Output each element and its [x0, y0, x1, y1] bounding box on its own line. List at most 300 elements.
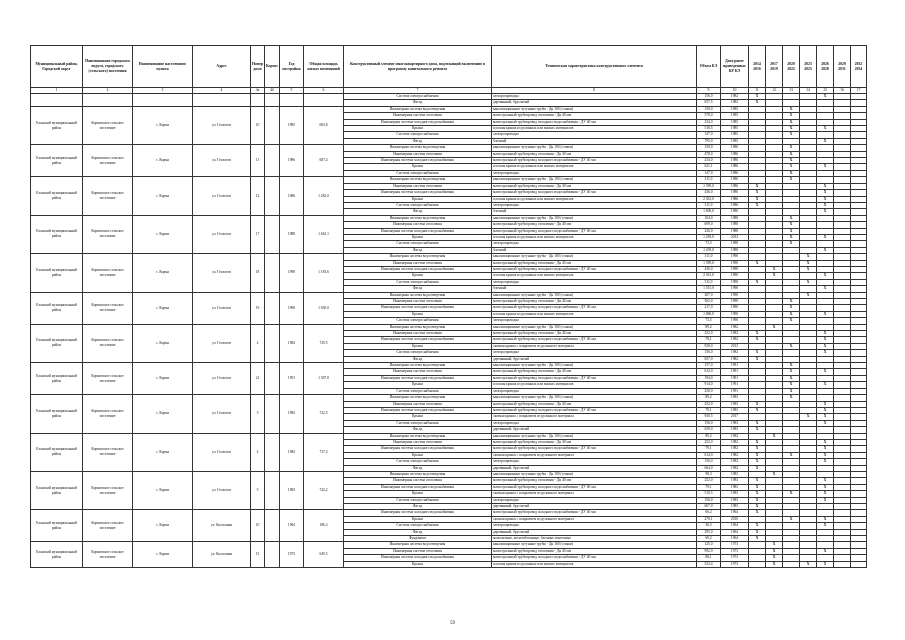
- element-cell: Система электроснабжения: [344, 170, 492, 176]
- period-cell: X: [817, 138, 834, 144]
- address-cell: ул. Геологов: [193, 145, 251, 177]
- prev-repair-date-cell: 1986: [721, 170, 749, 176]
- col-number: 9: [697, 88, 721, 94]
- period-cell: X: [817, 343, 834, 349]
- characteristic-cell: деревянный, брусчатый: [492, 465, 697, 471]
- characteristic-cell: электропроводка: [492, 279, 697, 285]
- element-cell: Крыша: [344, 414, 492, 420]
- col-header: 2026 2028: [817, 46, 834, 88]
- period-cell: X: [783, 299, 800, 305]
- period-cell: X: [749, 420, 766, 426]
- element-cell: Инженерная система холодного водоснабжения: [344, 337, 492, 343]
- volume-cell: 234,0: [697, 158, 721, 164]
- period-cell: X: [817, 439, 834, 445]
- col-number: 10: [721, 88, 749, 94]
- volume-cell: 436,0: [697, 266, 721, 272]
- characteristic-cell: электропроводка: [492, 350, 697, 356]
- prev-repair-date-cell: 1990: [721, 299, 749, 305]
- period-cell: X: [783, 395, 800, 401]
- characteristic-cell: электропроводка: [492, 388, 697, 394]
- period-cell: X: [817, 452, 834, 458]
- prev-repair-date-cell: 1964: [721, 529, 749, 535]
- col-number: 4б: [265, 88, 280, 94]
- volume-cell: 614,0: [697, 452, 721, 458]
- element-cell: Система электроснабжения: [344, 279, 492, 285]
- prev-repair-date-cell: 1982: [721, 324, 749, 330]
- prev-repair-date-cell: 1990: [721, 266, 749, 272]
- prev-repair-date-cell: 1983: [721, 497, 749, 503]
- prev-repair-date-cell: 1964: [721, 536, 749, 542]
- locality-cell: с. Корма: [133, 145, 193, 177]
- period-cell: X: [749, 491, 766, 497]
- settlement-cell: Кормовское сельское поселение: [83, 254, 133, 292]
- element-cell: Фасад: [344, 100, 492, 106]
- house-number-cell: 12: [251, 177, 265, 215]
- region-cell: Еланский муниципальный район: [31, 542, 83, 568]
- characteristic-cell: магистральный трубопровод холодного водоснабжения - ДУ 40 мм: [492, 510, 697, 516]
- element-cell: Инженерная система отопления: [344, 369, 492, 375]
- characteristic-cell: плоская крыша из рулонных или мягких материалов: [492, 311, 697, 317]
- period-cell: X: [749, 504, 766, 510]
- volume-cell: 73,5: [697, 318, 721, 324]
- period-cell: X: [817, 209, 834, 215]
- prev-repair-date-cell: 1982: [721, 465, 749, 471]
- period-cell: X: [783, 388, 800, 394]
- period-cell: X: [766, 273, 783, 279]
- characteristic-cell: блочный: [492, 209, 697, 215]
- prev-repair-date-cell: 1990: [721, 286, 749, 292]
- build-year-cell: 1986: [280, 177, 304, 215]
- period-cell: X: [766, 324, 783, 330]
- characteristic-cell: плоская крыша из рулонных или мягких материалов: [492, 196, 697, 202]
- element-cell: Инженерная система водоотведения: [344, 292, 492, 298]
- period-cell: X: [749, 190, 766, 196]
- element-cell: Инженерная система холодного водоснабжения: [344, 119, 492, 125]
- building-cell: [265, 395, 280, 433]
- build-year-cell: 1982: [280, 433, 304, 471]
- address-cell: ул. Геологов: [193, 324, 251, 362]
- period-cell: X: [749, 337, 766, 343]
- building-cell: [265, 363, 280, 395]
- characteristic-cell: скатная крыша с покрытием из рулонного материала: [492, 516, 697, 522]
- build-year-cell: 1986: [280, 145, 304, 177]
- element-cell: Инженерная система отопления: [344, 183, 492, 189]
- region-cell: Еланский муниципальный район: [31, 177, 83, 215]
- prev-repair-date-cell: 1990: [721, 305, 749, 311]
- element-cell: Система электроснабжения: [344, 241, 492, 247]
- volume-cell: 147,0: [697, 132, 721, 138]
- characteristic-cell: магистральный трубопровод отопления - Дн 40 мм: [492, 331, 697, 337]
- col-number: 12: [766, 88, 783, 94]
- build-year-cell: 1973: [280, 542, 304, 568]
- volume-cell: 88,1: [697, 555, 721, 561]
- volume-cell: 66,2: [697, 510, 721, 516]
- prev-repair-date-cell: 1991: [721, 369, 749, 375]
- building-cell: [265, 177, 280, 215]
- volume-cell: 578,0: [697, 113, 721, 119]
- address-cell: ул. Геологов: [193, 177, 251, 215]
- characteristic-cell: магистральный трубопровод холодного водоснабжения - ДУ 40 мм: [492, 407, 697, 413]
- house-number-cell: 15: [251, 542, 265, 568]
- period-cell: X: [817, 382, 834, 388]
- region-cell: Еланский муниципальный район: [31, 215, 83, 253]
- prev-repair-date-cell: 1985: [721, 106, 749, 112]
- period-cell: X: [749, 331, 766, 337]
- prev-repair-date-cell: 1983: [721, 420, 749, 426]
- house-number-cell: 5: [251, 471, 265, 509]
- region-cell: Еланский муниципальный район: [31, 324, 83, 362]
- period-cell: X: [783, 106, 800, 112]
- region-cell: Еланский муниципальный район: [31, 106, 83, 144]
- prev-repair-date-cell: 1983: [721, 484, 749, 490]
- characteristic-cell: скатная крыша с покрытием из рулонного материала: [492, 452, 697, 458]
- element-cell: Крыша: [344, 491, 492, 497]
- group-cell: [31, 94, 83, 107]
- element-cell: Инженерная система холодного водоснабжения: [344, 158, 492, 164]
- volume-cell: 2 361,0: [697, 273, 721, 279]
- period-cell: X: [749, 196, 766, 202]
- prev-repair-date-cell: 1990: [721, 260, 749, 266]
- volume-cell: 150,0: [697, 145, 721, 151]
- volume-cell: 147,0: [697, 170, 721, 176]
- element-cell: Инженерная система водоотведения: [344, 471, 492, 477]
- prev-repair-date-cell: 1983: [721, 491, 749, 497]
- characteristic-cell: магистральный трубопровод холодного водоснабжения - ДУ 40 мм: [492, 228, 697, 234]
- group-cell: [83, 94, 133, 107]
- volume-cell: 98,3: [697, 471, 721, 477]
- period-cell: [851, 561, 867, 567]
- characteristic-cell: магистральный трубопровод отопления - Дн 40 мм: [492, 548, 697, 554]
- characteristic-cell: магистральный трубопровод отопления - Дн 40 мм: [492, 113, 697, 119]
- volume-cell: 89,2: [697, 433, 721, 439]
- building-cell: [265, 254, 280, 292]
- characteristic-cell: магистральный трубопровод холодного водоснабжения - ДУ 40 мм: [492, 337, 697, 343]
- region-cell: Еланский муниципальный район: [31, 292, 83, 324]
- characteristic-cell: электропроводка: [492, 523, 697, 529]
- element-cell: Инженерная система отопления: [344, 151, 492, 157]
- element-cell: Система электроснабжения: [344, 388, 492, 394]
- characteristic-cell: канализационные чугунные трубы - Дн 100 (стояки): [492, 254, 697, 260]
- prev-repair-date-cell: 1982: [721, 452, 749, 458]
- volume-cell: 69,2: [697, 536, 721, 542]
- prev-repair-date-cell: 1991: [721, 375, 749, 381]
- element-cell: Фасад: [344, 138, 492, 144]
- region-cell: Еланский муниципальный район: [31, 145, 83, 177]
- prev-repair-date-cell: 1988: [721, 247, 749, 253]
- volume-cell: 89,2: [697, 324, 721, 330]
- volume-cell: 79,1: [697, 407, 721, 413]
- locality-cell: с. Корма: [133, 433, 193, 471]
- element-cell: Система электроснабжения: [344, 420, 492, 426]
- characteristic-cell: электропроводка: [492, 132, 697, 138]
- prev-repair-date-cell: 1986: [721, 209, 749, 215]
- characteristic-cell: канализационные чугунные трубы - Дн 100 (стояки): [492, 215, 697, 221]
- prev-repair-date-cell: 2010: [721, 516, 749, 522]
- group-cell: [133, 94, 193, 107]
- prev-repair-date-cell: 1983: [721, 401, 749, 407]
- period-cell: X: [783, 170, 800, 176]
- characteristic-cell: канализационные чугунные трубы - Дн 100 (стояки): [492, 324, 697, 330]
- group-cell: [280, 94, 304, 107]
- header-row: [31, 46, 867, 88]
- period-cell: X: [817, 311, 834, 317]
- characteristic-cell: скатная крыша с покрытием из рулонного материала: [492, 414, 697, 420]
- characteristic-cell: магистральный трубопровод отопления - Дн 40 мм: [492, 299, 697, 305]
- prev-repair-date-cell: 1991: [721, 363, 749, 369]
- locality-cell: с. Корма: [133, 177, 193, 215]
- area-cell: 729,5: [304, 324, 344, 362]
- building-cell: [265, 510, 280, 542]
- prev-repair-date-cell: 1964: [721, 523, 749, 529]
- prev-repair-date-cell: 1991: [721, 382, 749, 388]
- address-cell: ул. Колхозная: [193, 510, 251, 542]
- building-cell: [265, 215, 280, 253]
- prev-repair-date-cell: 1973: [721, 548, 749, 554]
- period-cell: X: [817, 548, 834, 554]
- element-cell: Крыша: [344, 234, 492, 240]
- volume-cell: 523,4: [697, 561, 721, 567]
- settlement-cell: Кормовское сельское поселение: [83, 324, 133, 362]
- period-cell: X: [817, 126, 834, 132]
- region-cell: Еланский муниципальный район: [31, 433, 83, 471]
- house-number-cell: 18: [251, 254, 265, 292]
- period-cell: X: [749, 427, 766, 433]
- settlement-cell: Кормовское сельское поселение: [83, 215, 133, 253]
- period-cell: X: [783, 132, 800, 138]
- col-header: 2029 2031: [834, 46, 851, 88]
- element-cell: Инженерная система отопления: [344, 439, 492, 445]
- house-number-cell: 4: [251, 433, 265, 471]
- period-cell: X: [783, 158, 800, 164]
- volume-cell: 518,5: [697, 126, 721, 132]
- prev-repair-date-cell: 1985: [721, 119, 749, 125]
- volume-cell: 657,5: [697, 100, 721, 106]
- period-cell: X: [817, 164, 834, 170]
- region-cell: Еланский муниципальный район: [31, 254, 83, 292]
- volume-cell: 1 439,0: [697, 234, 721, 240]
- house-number-cell: 3: [251, 395, 265, 433]
- col-number: 11: [749, 88, 766, 94]
- period-cell: X: [800, 254, 817, 260]
- col-header: Номер дома: [251, 46, 265, 88]
- period-cell: X: [817, 273, 834, 279]
- col-header: Адрес: [193, 46, 251, 88]
- period-cell: X: [783, 119, 800, 125]
- col-number: 7: [344, 88, 492, 94]
- locality-cell: с. Корма: [133, 106, 193, 144]
- build-year-cell: 1983: [280, 471, 304, 509]
- characteristic-cell: канализационные чугунные трубы - Дн 100 (стояки): [492, 106, 697, 112]
- col-number: 1: [31, 88, 83, 94]
- volume-cell: 699,0: [697, 222, 721, 228]
- region-cell: Еланский муниципальный район: [31, 471, 83, 509]
- characteristic-cell: канализационные чугунные трубы - Дн 100 (стояки): [492, 433, 697, 439]
- period-cell: X: [766, 266, 783, 272]
- build-year-cell: 1990: [280, 254, 304, 292]
- period-cell: X: [817, 401, 834, 407]
- period-cell: X: [783, 305, 800, 311]
- period-cell: X: [800, 260, 817, 266]
- element-cell: Крыша: [344, 343, 492, 349]
- volume-cell: 78,1: [697, 337, 721, 343]
- col-header: 2023 2025: [800, 46, 817, 88]
- period-cell: X: [817, 478, 834, 484]
- period-cell: X: [749, 536, 766, 542]
- settlement-cell: Кормовское сельское поселение: [83, 433, 133, 471]
- volume-cell: 1 439,0: [697, 247, 721, 253]
- period-cell: X: [817, 459, 834, 465]
- volume-cell: 217,0: [697, 305, 721, 311]
- volume-cell: 156,0: [697, 497, 721, 503]
- col-number: 8: [492, 88, 697, 94]
- house-number-cell: 10: [251, 106, 265, 144]
- build-year-cell: 1964: [280, 510, 304, 542]
- col-number: 16: [834, 88, 851, 94]
- period-cell: X: [749, 94, 766, 100]
- volume-cell: 1 600,0: [697, 209, 721, 215]
- volume-cell: 478,0: [697, 151, 721, 157]
- group-cell: [304, 94, 344, 107]
- characteristic-cell: деревянный, брусчатый: [492, 529, 697, 535]
- house-number-cell: 21: [251, 363, 265, 395]
- capital-repair-table: [30, 45, 867, 568]
- prev-repair-date-cell: 1986: [721, 164, 749, 170]
- settlement-cell: Кормовское сельское поселение: [83, 542, 133, 568]
- locality-cell: с. Корма: [133, 471, 193, 509]
- period-cell: X: [817, 497, 834, 503]
- element-cell: Инженерная система отопления: [344, 299, 492, 305]
- locality-cell: с. Корма: [133, 510, 193, 542]
- element-cell: Крыша: [344, 126, 492, 132]
- volume-cell: 156,0: [697, 420, 721, 426]
- characteristic-cell: магистральный трубопровод отопления - Дн 40 мм: [492, 151, 697, 157]
- volume-cell: 207,0: [697, 292, 721, 298]
- volume-cell: 157,0: [697, 363, 721, 369]
- period-cell: X: [783, 228, 800, 234]
- col-header: 2017 2019: [766, 46, 783, 88]
- house-number-cell: 11: [251, 145, 265, 177]
- characteristic-cell: магистральный трубопровод холодного водоснабжения - ДУ 40 мм: [492, 555, 697, 561]
- element-cell: Инженерная система водоотведения: [344, 395, 492, 401]
- characteristic-cell: плоская крыша из рулонных или мягких материалов: [492, 382, 697, 388]
- element-cell: Инженерная система холодного водоснабжения: [344, 228, 492, 234]
- prev-repair-date-cell: 1988: [721, 228, 749, 234]
- settlement-cell: Кормовское сельское поселение: [83, 363, 133, 395]
- characteristic-cell: блочный: [492, 247, 697, 253]
- prev-repair-date-cell: 1982: [721, 94, 749, 100]
- element-cell: Инженерная система холодного водоснабжения: [344, 484, 492, 490]
- period-cell: X: [817, 286, 834, 292]
- characteristic-cell: плоская крыша из рулонных или мягких материалов: [492, 561, 697, 567]
- prev-repair-date-cell: 1985: [721, 138, 749, 144]
- col-number: 17: [851, 88, 867, 94]
- address-cell: ул. Колхозная: [193, 542, 251, 568]
- prev-repair-date-cell: 1982: [721, 446, 749, 452]
- period-cell: X: [783, 311, 800, 317]
- element-cell: Инженерная система отопления: [344, 331, 492, 337]
- col-number: 13: [783, 88, 800, 94]
- prev-repair-date-cell: 1982: [721, 356, 749, 362]
- characteristic-cell: магистральный трубопровод отопления - Дн 40 мм: [492, 478, 697, 484]
- period-cell: X: [817, 331, 834, 337]
- characteristic-cell: канализационные чугунные трубы - Дн 100 (стояки): [492, 542, 697, 548]
- volume-cell: 1 399,0: [697, 183, 721, 189]
- element-cell: Система электроснабжения: [344, 132, 492, 138]
- element-cell: Фасад: [344, 286, 492, 292]
- area-cell: 1 643,1: [304, 215, 344, 253]
- element-cell: Фасад: [344, 529, 492, 535]
- period-cell: X: [817, 369, 834, 375]
- period-cell: X: [783, 382, 800, 388]
- period-cell: X: [749, 510, 766, 516]
- period-cell: X: [783, 375, 800, 381]
- period-cell: X: [817, 491, 834, 497]
- col-header: Общая площадь жилых помещений: [304, 46, 344, 88]
- col-header: 2020 2022: [783, 46, 800, 88]
- characteristic-cell: магистральный трубопровод отопления - Дн 40 мм: [492, 260, 697, 266]
- period-cell: X: [817, 523, 834, 529]
- prev-repair-date-cell: 1986: [721, 183, 749, 189]
- col-header: Год постройки: [280, 46, 304, 88]
- characteristic-cell: канализационные чугунные трубы - Дн 100 (стояки): [492, 471, 697, 477]
- col-header: Муниципальный район, Городской округ: [31, 46, 83, 88]
- volume-cell: 621,1: [697, 164, 721, 170]
- element-cell: Инженерная система водоотведения: [344, 177, 492, 183]
- period-cell: X: [766, 561, 783, 567]
- volume-cell: 510,5: [697, 491, 721, 497]
- address-cell: ул. Геологов: [193, 254, 251, 292]
- element-cell: Инженерная система холодного водоснабжения: [344, 266, 492, 272]
- settlement-cell: Кормовское сельское поселение: [83, 510, 133, 542]
- element-cell: Система электроснабжения: [344, 318, 492, 324]
- volume-cell: 79,1: [697, 446, 721, 452]
- locality-cell: с. Корма: [133, 542, 193, 568]
- volume-cell: 89,2: [697, 395, 721, 401]
- period-cell: X: [749, 350, 766, 356]
- element-cell: Фасад: [344, 427, 492, 433]
- period-cell: X: [749, 523, 766, 529]
- volume-cell: 436,0: [697, 190, 721, 196]
- volume-cell: 664,0: [697, 465, 721, 471]
- prev-repair-date-cell: 1985: [721, 126, 749, 132]
- volume-cell: 230,0: [697, 388, 721, 394]
- characteristic-cell: канализационные чугунные трубы - Дн 100 (стояки): [492, 395, 697, 401]
- period-cell: X: [817, 202, 834, 208]
- characteristic-cell: магистральный трубопровод холодного водоснабжения - ДУ 40 мм: [492, 375, 697, 381]
- prev-repair-date-cell: 1988: [721, 215, 749, 221]
- prev-repair-date-cell: 1990: [721, 311, 749, 317]
- col-header: Конструктивный элемент многоквартирного дома, подлежащий включению в программу капитального ремонта: [344, 46, 492, 88]
- prev-repair-date-cell: 1982: [721, 337, 749, 343]
- settlement-cell: Кормовское сельское поселение: [83, 106, 133, 144]
- period-cell: X: [749, 446, 766, 452]
- building-cell: [265, 292, 280, 324]
- volume-cell: 2 361,0: [697, 196, 721, 202]
- volume-cell: 311,0: [697, 279, 721, 285]
- prev-repair-date-cell: 1982: [721, 100, 749, 106]
- volume-cell: 156,0: [697, 350, 721, 356]
- locality-cell: с. Корма: [133, 363, 193, 395]
- period-cell: X: [749, 478, 766, 484]
- prev-repair-date-cell: 1990: [721, 292, 749, 298]
- period-cell: X: [749, 260, 766, 266]
- volume-cell: 194,0: [697, 375, 721, 381]
- volume-cell: 252,0: [697, 439, 721, 445]
- element-cell: Инженерная система холодного водоснабжения: [344, 305, 492, 311]
- group-cell: [265, 94, 280, 107]
- prev-repair-date-cell: 1983: [721, 407, 749, 413]
- col-number: 5: [280, 88, 304, 94]
